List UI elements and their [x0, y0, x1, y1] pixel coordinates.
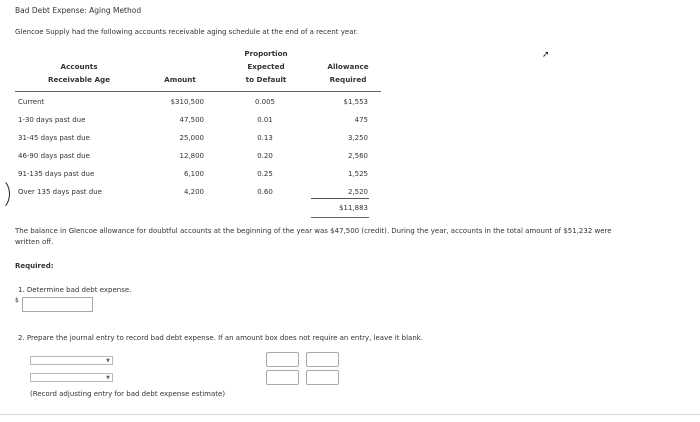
header-divider	[15, 91, 381, 92]
total-divider	[311, 198, 369, 199]
journal-entry-note: (Record adjusting entry for bad debt expense estimate)	[30, 390, 226, 398]
chevron-down-icon: ▼	[106, 375, 110, 381]
left-edge-curve	[0, 178, 10, 210]
cell-amount: 4,200	[183, 188, 204, 196]
cell-allowance: 2,560	[347, 152, 368, 160]
balance-paragraph: The balance in Glencoe allowance for doubtful accounts at the beginning of the year was $47,500 (credit). During the year, accounts in the total amount of $51,232 were written off.	[15, 227, 612, 246]
intro-text: Glencoe Supply had the following accounts receivable aging schedule at the end of a recent year.	[15, 28, 358, 36]
cell-age: 1-30 days past due	[18, 116, 86, 124]
cell-age: 31-45 days past due	[18, 134, 90, 142]
cell-allowance: 1,525	[347, 170, 368, 178]
cell-age: Current	[18, 98, 45, 106]
cell-age: 46-90 days past due	[18, 152, 90, 160]
header-allowance: Allowance Required	[327, 62, 369, 84]
bottom-divider	[0, 414, 700, 415]
q2-label: 2. Prepare the journal entry to record bad debt expense. If an amount box does not require an entry, leave it blank.	[18, 334, 424, 342]
cell-allowance: 3,250	[347, 134, 368, 142]
cell-proportion: 0.005	[254, 98, 276, 106]
q1-label: 1. Determine bad debt expense.	[18, 286, 132, 294]
required-heading: Required:	[15, 262, 54, 270]
cursor-icon: ➚	[542, 50, 550, 60]
bad-debt-expense-input[interactable]	[22, 297, 93, 312]
total-underline	[311, 217, 369, 218]
cell-allowance: $1,553	[343, 98, 368, 106]
cell-allowance: 2,520	[347, 188, 368, 196]
credit-input-2[interactable]	[306, 370, 339, 385]
cell-allowance: 475	[354, 116, 368, 124]
cell-proportion: 0.20	[257, 152, 273, 160]
cell-proportion: 0.25	[257, 170, 273, 178]
cell-proportion: 0.01	[257, 116, 273, 124]
debit-input-2[interactable]	[266, 370, 299, 385]
allowance-total: $11,883	[339, 204, 368, 212]
credit-input-1[interactable]	[306, 352, 339, 367]
header-amount: Amount	[164, 75, 196, 84]
currency-symbol: $	[15, 297, 19, 304]
debit-input-1[interactable]	[266, 352, 299, 367]
cell-amount: 25,000	[179, 134, 204, 142]
cell-amount: 47,500	[179, 116, 204, 124]
cell-proportion: 0.13	[257, 134, 273, 142]
cell-amount: $310,500	[170, 98, 204, 106]
header-age: Accounts Receivable Age	[47, 62, 111, 84]
page-title: Bad Debt Expense: Aging Method	[15, 6, 142, 15]
journal-account-select-2[interactable]	[30, 373, 113, 382]
chevron-down-icon: ▼	[106, 358, 110, 364]
cell-age: 91-135 days past due	[18, 170, 95, 178]
journal-account-select-1[interactable]	[30, 356, 113, 365]
cell-age: Over 135 days past due	[18, 188, 102, 196]
header-proportion: Proportion Expected to Default	[244, 49, 288, 84]
cell-proportion: 0.60	[257, 188, 273, 196]
cell-amount: 12,800	[179, 152, 204, 160]
cell-amount: 6,100	[183, 170, 204, 178]
